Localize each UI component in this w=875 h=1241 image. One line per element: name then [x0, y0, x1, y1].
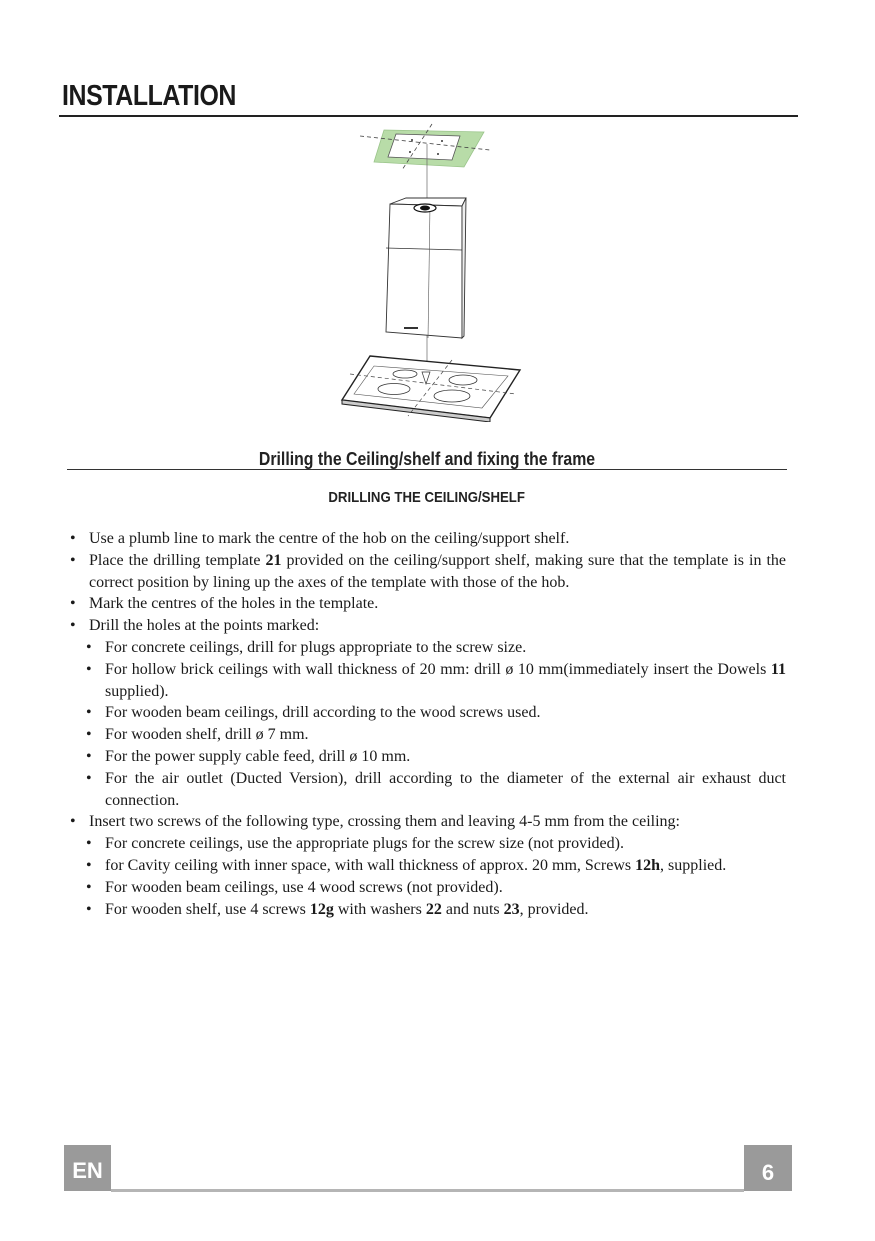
list-item: • Use a plumb line to mark the centre of the hob on the ceiling/support shelf. [66, 528, 786, 550]
instruction-list [66, 528, 786, 920]
page-title: INSTALLATION [62, 80, 237, 112]
footer-divider [111, 1189, 744, 1192]
sub-list-item: • For concrete ceilings, use the appropriate plugs for the screw size (not provided). [82, 833, 786, 855]
sub-list-item: • For the power supply cable feed, drill ø 10 mm. [82, 746, 786, 768]
sub-list-item: • For wooden beam ceilings, drill according to the wood screws used. [82, 702, 786, 724]
list-item: • Mark the centres of the holes in the template. [66, 593, 786, 615]
list-item: • Place the drilling template 21 provided on the ceiling/support shelf, making sure that the template is in the correct position by lining up the axes of the template with those of the hob. [66, 550, 786, 594]
installation-illustration [330, 122, 530, 422]
section-heading: Drilling the Ceiling/shelf and fixing the frame [258, 449, 596, 469]
title-divider [59, 115, 798, 117]
list-item: • Drill the holes at the points marked: [66, 615, 786, 637]
list-item: • Insert two screws of the following type, crossing them and leaving 4-5 mm from the ceiling: [66, 811, 786, 833]
language-badge: EN [64, 1145, 111, 1191]
sub-list-item: • For wooden beam ceilings, use 4 wood screws (not provided). [82, 877, 786, 899]
sub-list-item: • For the air outlet (Ducted Version), drill according to the diameter of the external air exhaust duct connection. [82, 768, 786, 812]
section-divider [67, 469, 787, 470]
sub-list-item: • For hollow brick ceilings with wall thickness of 20 mm: drill ø 10 mm(immediately insert the Dowels 11 supplied). [82, 659, 786, 703]
page-number: 6 [744, 1145, 792, 1191]
sub-list-item: • For wooden shelf, use 4 screws 12g with washers 22 and nuts 23, provided. [82, 899, 786, 921]
subheading: DRILLING THE CEILING/SHELF [328, 489, 526, 506]
sub-list-item: • for Cavity ceiling with inner space, with wall thickness of approx. 20 mm, Screws 12h, supplied. [82, 855, 786, 877]
sub-list-item: • For wooden shelf, drill ø 7 mm. [82, 724, 786, 746]
sub-list-item: • For concrete ceilings, drill for plugs appropriate to the screw size. [82, 637, 786, 659]
